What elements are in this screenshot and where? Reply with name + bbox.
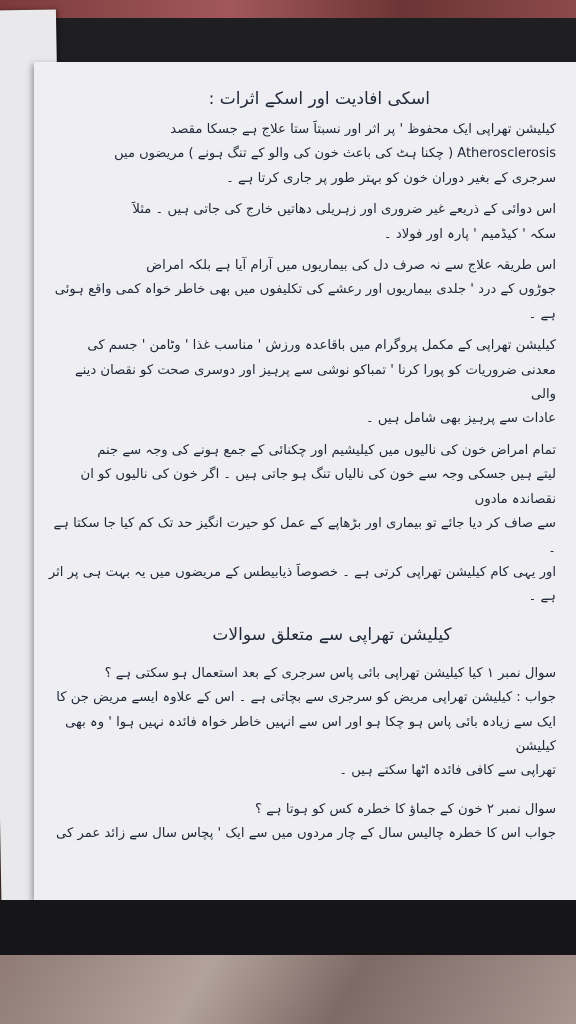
faq-line: جواب اس کا خطرہ چالیس سال کے چار مردوں میں سے ایک ' پچاس سال سے زائد عمر کی <box>56 826 556 842</box>
text-line: لیتے ہیں جسکی وجہ سے خون کی نالیاں تنگ ہو جاتی ہیں ۔ اگر خون کی نالیوں کو ان نقصاندہ مادوں <box>80 467 556 507</box>
document-text <box>48 86 556 847</box>
text-line: کیلیشن تھراپی کے مکمل پروگرام میں باقاعدہ ورزش ' مناسب غذا ' وٹامن ' جسم کی <box>87 338 556 354</box>
text-line: سکہ ' کیڈمیم ' پارہ اور فولاد ۔ <box>383 226 556 242</box>
background-fabric-bottom <box>0 955 576 1024</box>
faq-line: سوال نمبر ۱ کیا کیلیشن تھراپی بائی پاس سرجری کے بعد استعمال ہو سکتی ہے ؟ <box>104 665 556 681</box>
text-line: جوڑوں کے درد ' جلدی بیماریوں اور رعشے کی تکلیفوں میں بھی خاطر خواہ کمی واقع ہوئی ہے ۔ <box>54 282 556 322</box>
background-dark-bottom <box>0 900 576 960</box>
text-line: اس طریقہ علاج سے نہ صرف دل کی بیماریوں میں آرام آیا ہے بلکہ امراض <box>146 258 556 274</box>
faq-line: سوال نمبر ۲ خون کے جماؤ کا خطرہ کس کو ہوتا ہے ؟ <box>254 801 556 817</box>
faq-line: تھراپی سے کافی فائدہ اٹھا سکتے ہیں ۔ <box>339 763 556 779</box>
text-line: سے صاف کر دیا جائے تو بیماری اور بڑھاپے کے عمل کو حیرت انگیز حد تک کم کیا جا سکتا ہے ۔ <box>53 516 556 556</box>
text-line: اور یہی کام کیلیشن تھراپی کرتی ہے ۔ خصوصاََ ذیابیطس کے مریضوں میں یہ بہت ہی پر اثر ہے ۔ <box>48 564 556 605</box>
faq-line: ایک سے زیادہ بائی پاس ہو چکا ہو اور اس سے انہیں خاطر خواہ فائدہ نہیں ہوا ' وہ بھی کیلیشن <box>65 714 556 754</box>
faq-line: جواب : کیلیشن تھراپی مریض کو سرجری سے بچاتی ہے ۔ اس کے علاوہ ایسے مریض جن کا <box>56 690 556 706</box>
text-line: عادات سے پرہیز بھی شامل ہیں ۔ <box>365 411 556 427</box>
faq-heading: کیلیشن تھراپی سے متعلق سوالات <box>212 624 452 645</box>
text-line: سرجری کے بغیر دوران خون کو بہتر طور پر جاری کرتا ہے ۔ <box>226 170 556 186</box>
text-line: معدنی ضروریات کو پورا کرنا ' تمباکو نوشی سے پرہیز اور دوسری صحت کو نقصان دینے والی <box>74 362 556 403</box>
section-heading: اسکی افادیت اور اسکے اثرات : <box>208 89 430 109</box>
text-line: Atherosclerosis ( چکنا ہٹ کی باعث خون کی والو کے تنگ ہونے ) مریضوں میں <box>114 146 556 162</box>
text-line: کیلیشن تھراپی ایک محفوظ ' پر اثر اور نسبتاََ ستا علاج ہے جسکا مقصد <box>170 122 556 137</box>
text-line: اس دوائی کے ذریعے غیر ضروری اور زہریلی دھاتیں خارج کی جاتی ہیں ۔ مثلاََ <box>132 202 556 218</box>
text-line: تمام امراض خون کی نالیوں میں کیلیشیم اور چکنائی کے جمع ہونے کی وجہ سے جنم <box>97 442 556 458</box>
